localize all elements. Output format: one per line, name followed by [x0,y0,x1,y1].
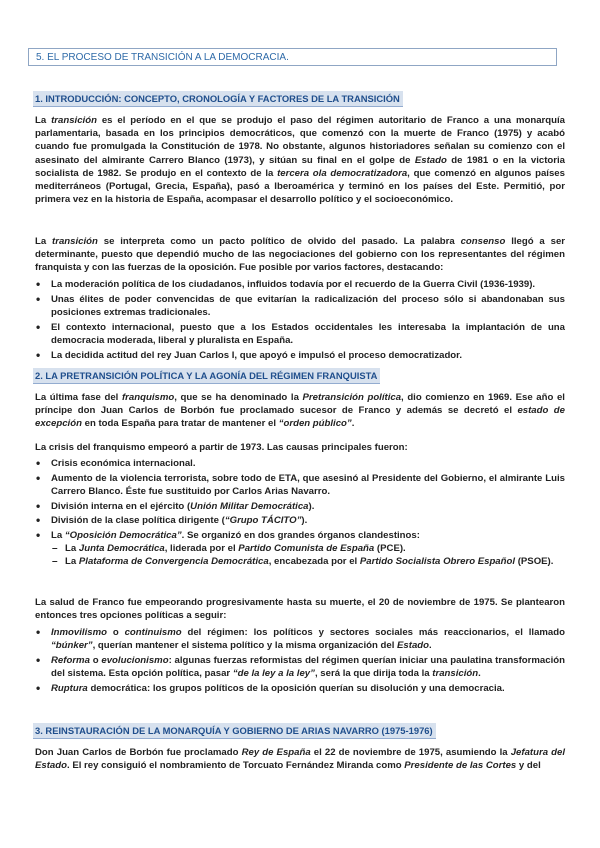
list-item: • Crisis económica internacional. [35,457,565,470]
organos-sublist [51,542,565,568]
section-heading-1: 1. INTRODUCCIÓN: CONCEPTO, CRONOLOGÍA Y FACTORES DE LA TRANSICIÓN [33,91,403,107]
list-item: • Aumento de la violencia terrorista, sobre todo de ETA, que asesinó al Presidente del Gobierno, el almirante Luis Carrero Blanco. Éste fue sustituido por Carlos Arias Navarro. [35,472,565,498]
paragraph-crisis: La crisis del franquismo empeoró a partir de 1973. Las causas principales fueron: [35,442,408,453]
list-item: • La decidida actitud del rey Juan Carlos I, que apoyó e impulsó el proceso democratizador. [35,349,565,362]
list-item: • Unas élites de poder convencidas de que evitarían la radicalización del proceso sólo si abandonaban sus posiciones extremas tradicionales. [35,293,565,319]
list-item: • Inmovilismo o continuismo del régimen: los políticos y sectores sociales más reaccionarios, el llamado “búnker”, querían mantener el sistema político y la misma organización del Estado. [35,626,565,652]
list-item [35,529,565,569]
paragraph-intro: La transición es el período en el que se produjo el paso del régimen autoritario de Franco a una monarquía parlamentaria, basada en los principios democráticos, que comenzó con la muerte de Franco (1975) y acabó cuando fue promulgada la Constitución de 1978. No obstante, algunos historiadores señalan su comienzo con el asesinato del almirante Carrero Blanco (1973), y sitúan su final en el golpe de Estado de 1981 o en la victoria socialista de 1982. Se produjo en el contexto de la tercera ola democratizadora, que comenzó en algunos países mediterráneos (Portugal, Grecia, España), pasó a Iberoamérica y terminó en los países del Este. Permitió, por primera vez en la historia de España, acompasar el desarrollo político y el socioeconómico. [35,115,565,206]
section-heading-2: 2. LA PRETRANSICIÓN POLÍTICA Y LA AGONÍA DEL RÉGIMEN FRANQUISTA [33,368,380,384]
paragraph-salud-franco: La salud de Franco fue empeorando progresivamente hasta su muerte, el 20 de noviembre de 1975. Se plantearon entonces tres opciones políticas a seguir: [35,597,565,622]
sublist-item: – La Junta Democrática, liderada por el Partido Comunista de España (PCE). [51,542,565,555]
oposicion-label: La “Oposición Democrática”. Se organizó en dos grandes órganos clandestinos: [51,530,420,542]
paragraph-consenso: La transición se interpreta como un pacto político de olvido del pasado. La palabra consenso llegó a ser determinante, puesto que dependió mucho de las negociaciones del gobierno con los representantes del régimen franquista y con las fuerzas de la oposición. Fue posible por varios factores, destacando: [35,236,566,274]
list-item: • División interna en el ejército (Unión Militar Democrática). [35,500,565,513]
paragraph-pretransicion: La última fase del franquismo, que se ha denominado la Pretransición política, dio comienzo en 1969. Ese año el príncipe don Juan Carlos de Borbón fue proclamado sucesor de Franco y además se decretó el estado de excepción en toda España para tratar de mantener el “orden público”. [35,392,565,430]
list-item: • Reforma o evolucionismo: algunas fuerzas reformistas del régimen querían iniciar una paulatina transformación del sistema. Esta opción política, pasar “de la ley a la ley”, será la que dirija toda la transición. [35,654,565,680]
causas-list [35,457,565,570]
paragraph-reinstauracion: Don Juan Carlos de Borbón fue proclamado Rey de España el 22 de noviembre de 1975, asumiendo la Jefatura del Estado. El rey consiguió el nombramiento de Torcuato Fernández Miranda como Presidente de las Cortes y del [35,747,565,772]
list-item: • El contexto internacional, puesto que a los Estados occidentales les interesaba la implantación de una democracia moderada, liberal y pluralista en España. [35,321,565,347]
list-item: • División de la clase política dirigente (“Grupo TÁCITO”). [35,514,565,527]
sublist-item: – La Plataforma de Convergencia Democrática, encabezada por el Partido Socialista Obrero Español (PSOE). [51,555,565,568]
section-heading-3: 3. REINSTAURACIÓN DE LA MONARQUÍA Y GOBIERNO DE ARIAS NAVARRO (1975-1976) [33,723,436,739]
opciones-list [35,626,565,697]
chapter-title: 5. EL PROCESO DE TRANSICIÓN A LA DEMOCRACIA. [28,48,557,66]
list-item: • La moderación política de los ciudadanos, influidos todavía por el recuerdo de la Guerra Civil (1936-1939). [35,278,565,291]
list-item: • Ruptura democrática: los grupos políticos de la oposición querían su disolución y una democracia. [35,682,565,695]
factores-list [35,278,565,363]
